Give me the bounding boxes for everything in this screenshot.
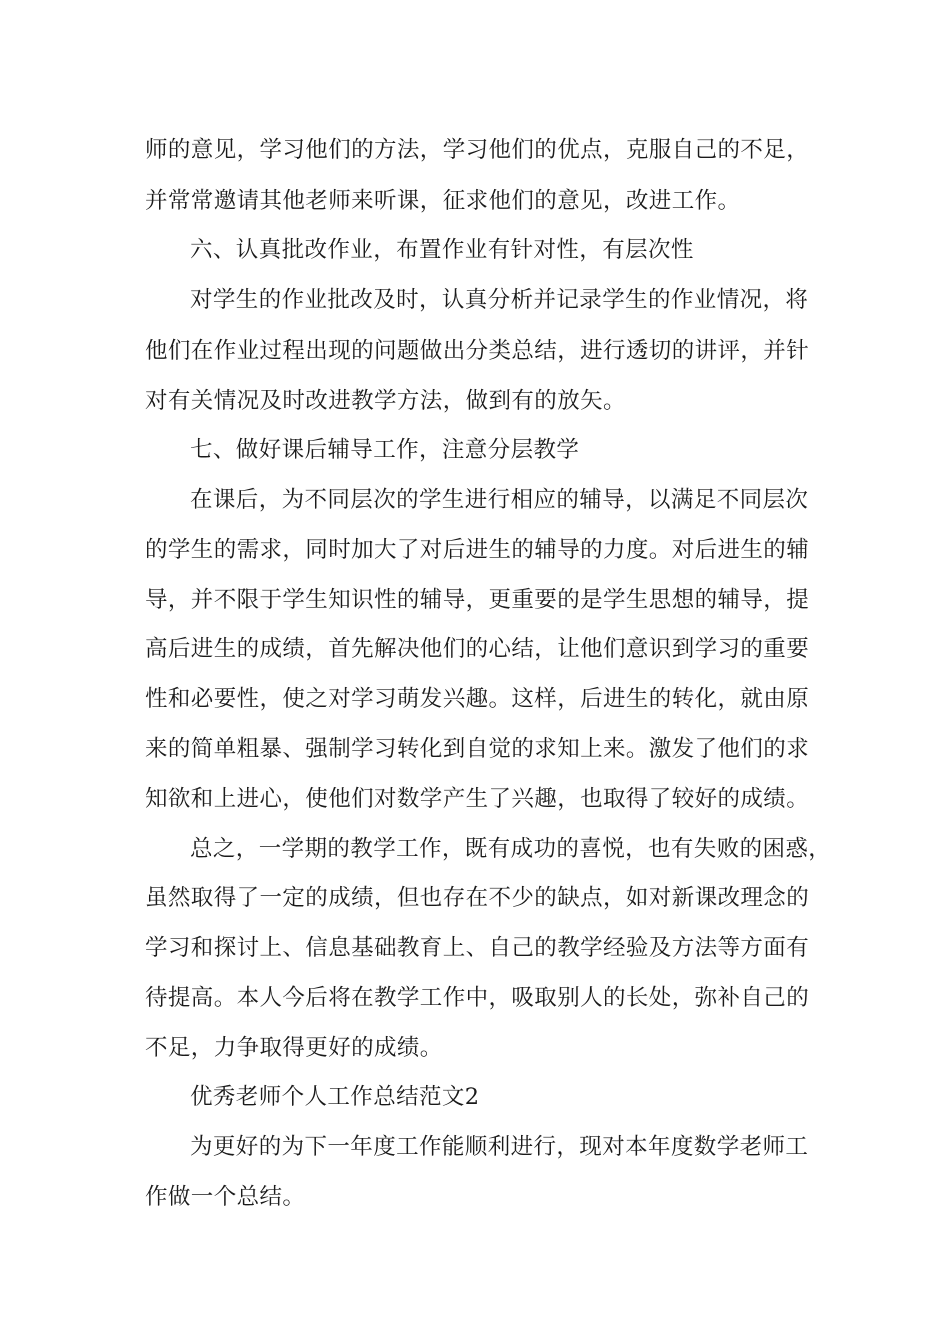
- text-line: 他们在作业过程出现的问题做出分类总结，进行透切的讲评，并针: [145, 338, 810, 364]
- text-line: 作做一个总结。: [145, 1184, 306, 1210]
- section-heading: 七、做好课后辅导工作，注意分层教学: [190, 437, 580, 463]
- text-line: 并常常邀请其他老师来听课，征求他们的意见，改进工作。: [145, 188, 741, 214]
- text-line: 学习和探讨上、信息基础教育上、自己的教学经验及方法等方面有: [145, 935, 810, 961]
- text-line: 师的意见，学习他们的方法，学习他们的优点，克服自己的不足，: [145, 137, 810, 163]
- section-heading: 六、认真批改作业，布置作业有针对性，有层次性: [190, 237, 694, 263]
- text-line: 对有关情况及时改进教学方法，做到有的放矢。: [145, 388, 626, 414]
- text-line: 来的简单粗暴、强制学习转化到自觉的求知上来。激发了他们的求: [145, 736, 810, 762]
- text-line: 为更好的为下一年度工作能顺利进行，现对本年度数学老师工: [190, 1134, 809, 1160]
- text-line: 高后进生的成绩，首先解决他们的心结，让他们意识到学习的重要: [145, 636, 810, 662]
- text-line: 虽然取得了一定的成绩，但也存在不少的缺点，如对新课改理念的: [145, 885, 810, 911]
- text-line: 不足，力争取得更好的成绩。: [145, 1035, 443, 1061]
- text-line: 导，并不限于学生知识性的辅导，更重要的是学生思想的辅导，提: [145, 587, 810, 613]
- text-line: 对学生的作业批改及时，认真分析并记录学生的作业情况，将: [190, 287, 809, 313]
- text-line: 在课后，为不同层次的学生进行相应的辅导，以满足不同层次: [190, 487, 809, 513]
- text-line: 性和必要性，使之对学习萌发兴趣。这样，后进生的转化，就由原: [145, 686, 810, 712]
- text-line: 知欲和上进心，使他们对数学产生了兴趣，也取得了较好的成绩。: [145, 786, 810, 812]
- text-line: 总之，一学期的教学工作，既有成功的喜悦，也有失败的困惑，: [190, 836, 832, 862]
- text-line: 的学生的需求，同时加大了对后进生的辅导的力度。对后进生的辅: [145, 537, 810, 563]
- text-line: 待提高。本人今后将在教学工作中，吸取别人的长处，弥补自己的: [145, 985, 810, 1011]
- section-heading: 优秀老师个人工作总结范文2: [190, 1084, 480, 1110]
